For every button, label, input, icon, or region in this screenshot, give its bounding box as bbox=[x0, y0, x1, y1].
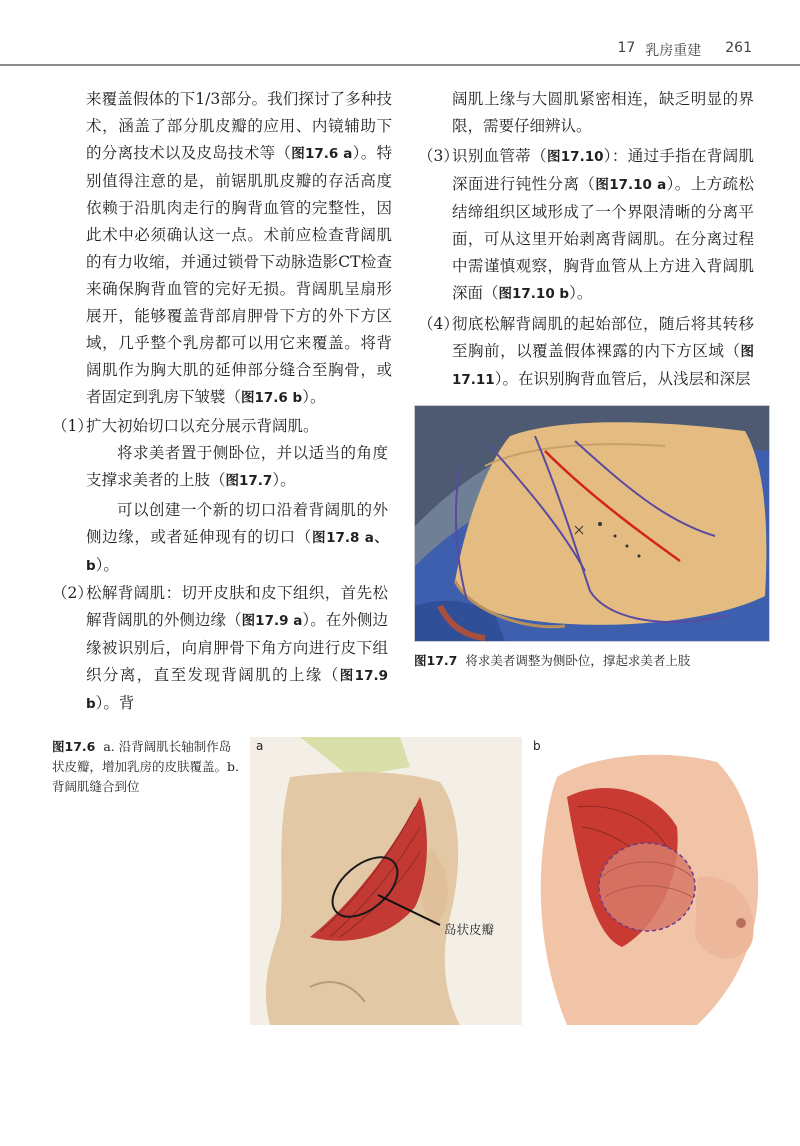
paragraph-continued: 阔肌上缘与大圆肌紧密相连，缺乏明显的界限，需要仔细辨认。 bbox=[452, 90, 754, 135]
figure-17-6-panel-b bbox=[527, 737, 769, 1025]
list-item-3: （3） 识别血管蒂（图17.10）：通过手指在背阔肌深面进行钝性分离（图17.10 a）。上方疏松结缔组织区域形成了一个界限清晰的分离平面，可从这里开始剥离背阔肌。在分离过程中需谨慎观察，胸背血管从上方进入背阔肌深面（图17.10 b）。 bbox=[418, 147, 754, 302]
figure-label: 图17.7 bbox=[414, 653, 458, 668]
header-text bbox=[617, 40, 752, 60]
figure-ref[interactable]: 图17.11 bbox=[452, 344, 754, 388]
figure-17-7-caption bbox=[414, 651, 768, 671]
right-column-top bbox=[418, 86, 754, 394]
figure-ref[interactable]: 图17.6 b bbox=[241, 390, 303, 406]
figure-ref[interactable]: 图17.7 bbox=[225, 473, 273, 489]
panel-letter-a: a bbox=[256, 739, 264, 753]
patient-lateral-photo bbox=[415, 406, 769, 641]
list-item-1: （1） 扩大初始切口以充分展示背阔肌。 bbox=[52, 417, 319, 435]
caption-text: 将求美者调整为侧卧位，撑起求美者上肢 bbox=[465, 653, 691, 668]
figure-ref[interactable]: 图17.10 a bbox=[595, 177, 667, 193]
figure-ref[interactable]: 图17.9 a bbox=[241, 613, 303, 629]
left-column-bottom bbox=[52, 413, 388, 718]
caption-text: a. 沿背阔肌长轴制作岛状皮瓣，增加乳房的皮肤覆盖。b. 背阔肌缝合到位 bbox=[52, 739, 239, 794]
pointer-label: 岛状皮瓣 bbox=[444, 922, 495, 937]
figure-ref[interactable]: 图17.10 b bbox=[498, 286, 570, 302]
figure-ref[interactable]: 图17.8 a、b bbox=[86, 530, 388, 574]
left-column-top bbox=[86, 86, 392, 412]
figure-ref[interactable]: 图17.6 a bbox=[291, 146, 353, 162]
figure-17-6-panel-a bbox=[250, 737, 522, 1025]
chapter-title: 乳房重建 bbox=[645, 43, 702, 59]
figure-label: 图17.6 bbox=[52, 739, 96, 754]
chapter-number: 17 bbox=[617, 40, 636, 56]
paragraph: 来覆盖假体的下1/3部分。我们探讨了多种技术，涵盖了部分肌皮瓣的应用、内镜辅助下的分离技术以及皮岛技术等（图17.6 a）。特别值得注意的是，前锯肌肌皮瓣的存活高度依赖于沿肌肉走行的胸背血管的完整性，因此术中必须确认这一点。术前应检查背阔肌的有力收缩，并通过锁骨下动脉造影CT检查来确保胸背血管的完好无损。背阔肌呈扇形展开，能够覆盖背部肩胛骨下方的外下方区域，几乎整个乳房都可以用它来覆盖。将背阔肌作为胸大肌的延伸部分缝合至胸骨，或者固定到乳房下皱襞（图17.6 b）。 bbox=[86, 90, 392, 406]
figure-17-7-photo bbox=[414, 405, 770, 642]
page-number: 261 bbox=[725, 40, 752, 56]
figure-ref[interactable]: 图17.10 bbox=[546, 149, 604, 165]
list-item-2: （2） 松解背阔肌：切开皮肤和皮下组织，首先松解背阔肌的外侧边缘（图17.9 a）。在外侧边缘被识别后，向肩胛骨下角方向进行皮下组织分离，直至发现背阔肌的上缘（图17.9 b）。背 bbox=[52, 584, 388, 712]
breast-illustration bbox=[527, 737, 769, 1025]
paragraph: 将求美者置于侧卧位，并以适当的角度支撑求美者的上肢（图17.7）。 bbox=[86, 444, 388, 489]
list-item-4: （4） 彻底松解背阔肌的起始部位，随后将其转移至胸前，以覆盖假体裸露的内下方区域（图17.11）。在识别胸背血管后，从浅层和深层 bbox=[418, 315, 754, 388]
back-illustration bbox=[250, 737, 522, 1025]
figure-17-6-caption bbox=[52, 737, 240, 797]
paragraph: 可以创建一个新的切口沿着背阔肌的外侧边缘，或者延伸现有的切口（图17.8 a、b）。 bbox=[86, 501, 388, 574]
figure-ref[interactable]: 图17.9 b bbox=[86, 668, 388, 712]
running-header bbox=[0, 0, 800, 66]
panel-letter-b: b bbox=[533, 739, 541, 753]
header-rule bbox=[0, 64, 800, 66]
